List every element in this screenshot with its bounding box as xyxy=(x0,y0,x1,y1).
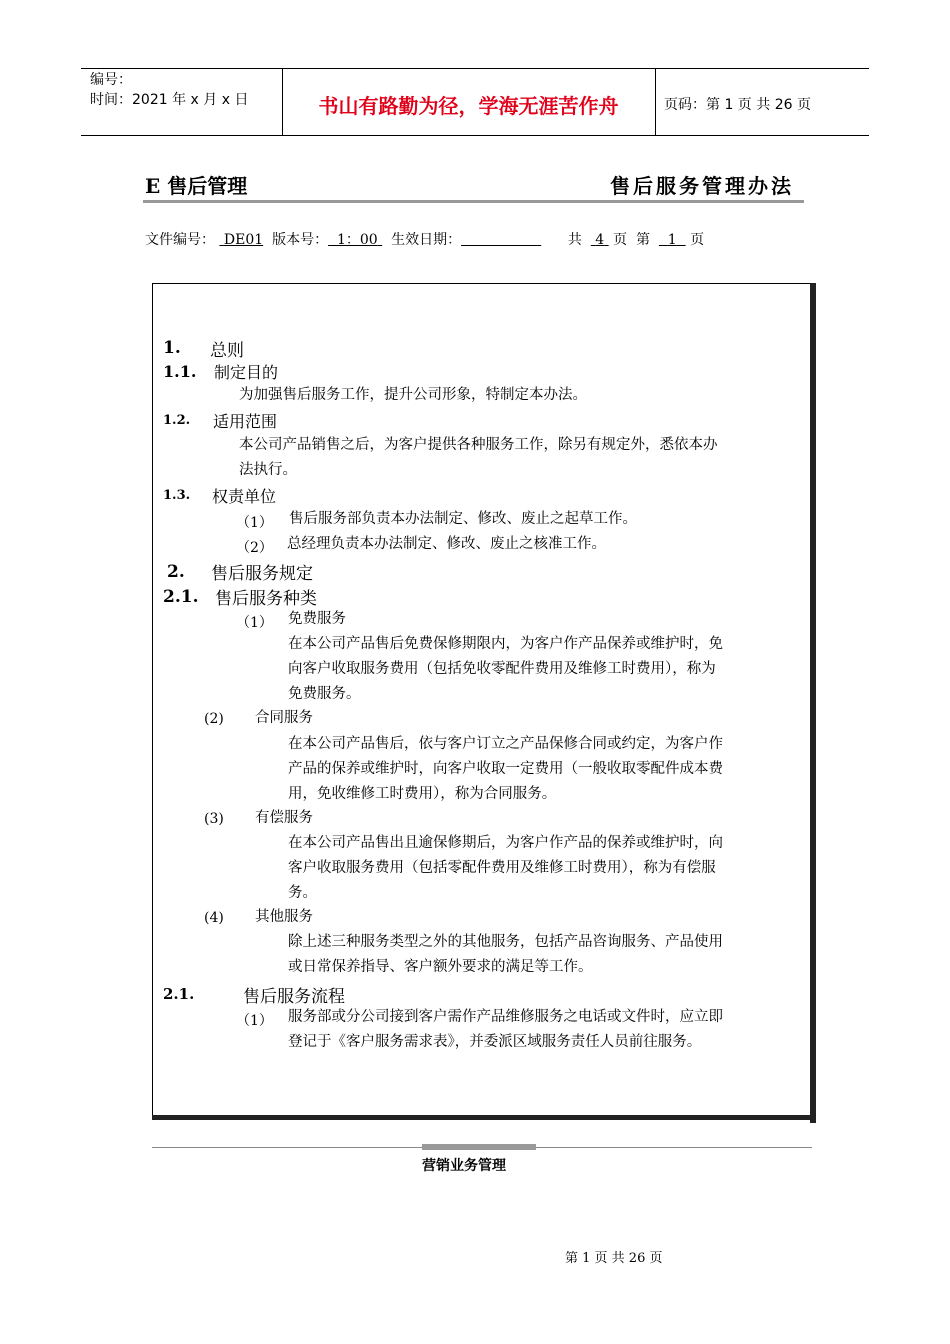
paragraph-line: 服务部或分公司接到客户需作产品维修服务之电话或文件时，应立即 xyxy=(288,1009,723,1025)
list-number: （2） xyxy=(236,540,273,556)
section-heading: 售后服务规定 xyxy=(211,564,313,584)
section-number: 1.1. xyxy=(163,362,197,381)
file-no: DE01 xyxy=(223,232,264,248)
paragraph-line: 在本公司产品售出且逾保修期后，为客户作产品的保养或维护时，向 xyxy=(288,835,723,851)
section-number: 2. xyxy=(167,562,185,582)
paragraph-line: 用，免收维修工时费用），称为合同服务。 xyxy=(288,786,557,802)
section-heading: 总则 xyxy=(210,341,244,361)
list-number: （1） xyxy=(236,615,273,631)
header-top-rule xyxy=(81,68,869,69)
list-number: (4) xyxy=(204,910,224,926)
section-title: E 售后管理 xyxy=(145,174,248,198)
list-item-title: 合同服务 xyxy=(255,710,313,726)
header-bottom-rule xyxy=(81,135,869,136)
paragraph-line: 除上述三种服务类型之外的其他服务，包括产品咨询服务、产品使用 xyxy=(288,934,723,950)
date-label: 时间：2021 年 x 月 x 日 xyxy=(90,92,249,108)
section-heading: 制定目的 xyxy=(214,363,279,382)
paragraph-line: 登记于《客户服务需求表》，并委派区域服务责任人员前往服务。 xyxy=(288,1034,702,1050)
paragraph-line: 客户收取服务费用（包括零配件费用及维修工时费用），称为有偿服 xyxy=(288,860,716,876)
box-shadow xyxy=(152,1115,810,1120)
header-page-info: 页码：第 1 页 共 26 页 xyxy=(664,97,811,113)
list-item-title: 免费服务 xyxy=(288,611,346,627)
paragraph-line: 在本公司产品售后免费保修期限内，为客户作产品保养或维护时，免 xyxy=(288,636,723,652)
list-item-title: 其他服务 xyxy=(255,909,313,925)
list-item: 总经理负责本办法制定、修改、废止之核准工作。 xyxy=(287,536,606,552)
paragraph-line: 务。 xyxy=(288,885,317,901)
effective-label: 生效日期： xyxy=(391,232,462,248)
list-number: （1） xyxy=(236,515,273,531)
document-meta xyxy=(145,229,704,249)
section-heading: 售后服务流程 xyxy=(243,987,345,1007)
paragraph-line: 在本公司产品售后，依与客户订立之产品保修合同或约定，为客户作 xyxy=(288,736,723,752)
section-number: 1.2. xyxy=(163,413,191,428)
version-label: 版本号： xyxy=(272,232,329,248)
paragraph-line: 产品的保养或维护时，向客户收取一定费用（一般收取零配件成本费 xyxy=(288,761,723,777)
document-title: 售后服务管理办法 xyxy=(610,174,794,198)
box-shadow xyxy=(810,283,816,1123)
section-heading: 售后服务种类 xyxy=(215,589,317,609)
header-divider xyxy=(655,68,656,136)
paragraph-line: 法执行。 xyxy=(239,462,297,478)
list-number: (3) xyxy=(204,811,224,827)
motto: 书山有路勤为径，学海无涯苦作舟 xyxy=(318,94,619,118)
total-pages: 4 xyxy=(595,232,605,248)
section-number: 2.1. xyxy=(163,985,195,1003)
section-heading: 权责单位 xyxy=(212,487,277,506)
current-page: 1 xyxy=(667,232,677,248)
file-no-label: 文件编号： xyxy=(145,232,215,248)
section-number: 1.3. xyxy=(163,488,191,503)
paragraph-line: 免费服务。 xyxy=(288,686,361,702)
list-number: （1） xyxy=(236,1013,273,1029)
list-item-title: 有偿服务 xyxy=(255,810,313,826)
section-heading: 适用范围 xyxy=(213,412,278,431)
section-number: 2.1. xyxy=(163,587,199,607)
paragraph-line: 向客户收取服务费用（包括免收零配件费用及维修工时费用），称为 xyxy=(288,661,716,677)
page-number: 第 1 页 共 26 页 xyxy=(565,1251,663,1266)
code-label: 编号： xyxy=(90,72,132,88)
footer-title: 营销业务管理 xyxy=(422,1158,506,1174)
page-unit: 页 xyxy=(690,232,705,248)
title-rule xyxy=(143,200,804,203)
header-meta xyxy=(90,70,248,110)
effective-date xyxy=(461,232,541,248)
list-number: (2) xyxy=(204,711,224,727)
version: 1：00 xyxy=(336,232,378,248)
section-number: 1. xyxy=(163,338,181,358)
paragraph-line: 或日常保养指导、客户额外要求的满足等工作。 xyxy=(288,959,593,975)
paragraph: 为加强售后服务工作，提升公司形象，特制定本办法。 xyxy=(239,387,587,403)
total-label: 共 xyxy=(567,232,582,248)
page-unit: 页 第 xyxy=(613,232,650,248)
footer-mark xyxy=(422,1144,536,1150)
paragraph-line: 本公司产品销售之后，为客户提供各种服务工作，除另有规定外，悉依本办 xyxy=(239,437,718,453)
list-item: 售后服务部负责本办法制定、修改、废止之起草工作。 xyxy=(289,511,637,527)
